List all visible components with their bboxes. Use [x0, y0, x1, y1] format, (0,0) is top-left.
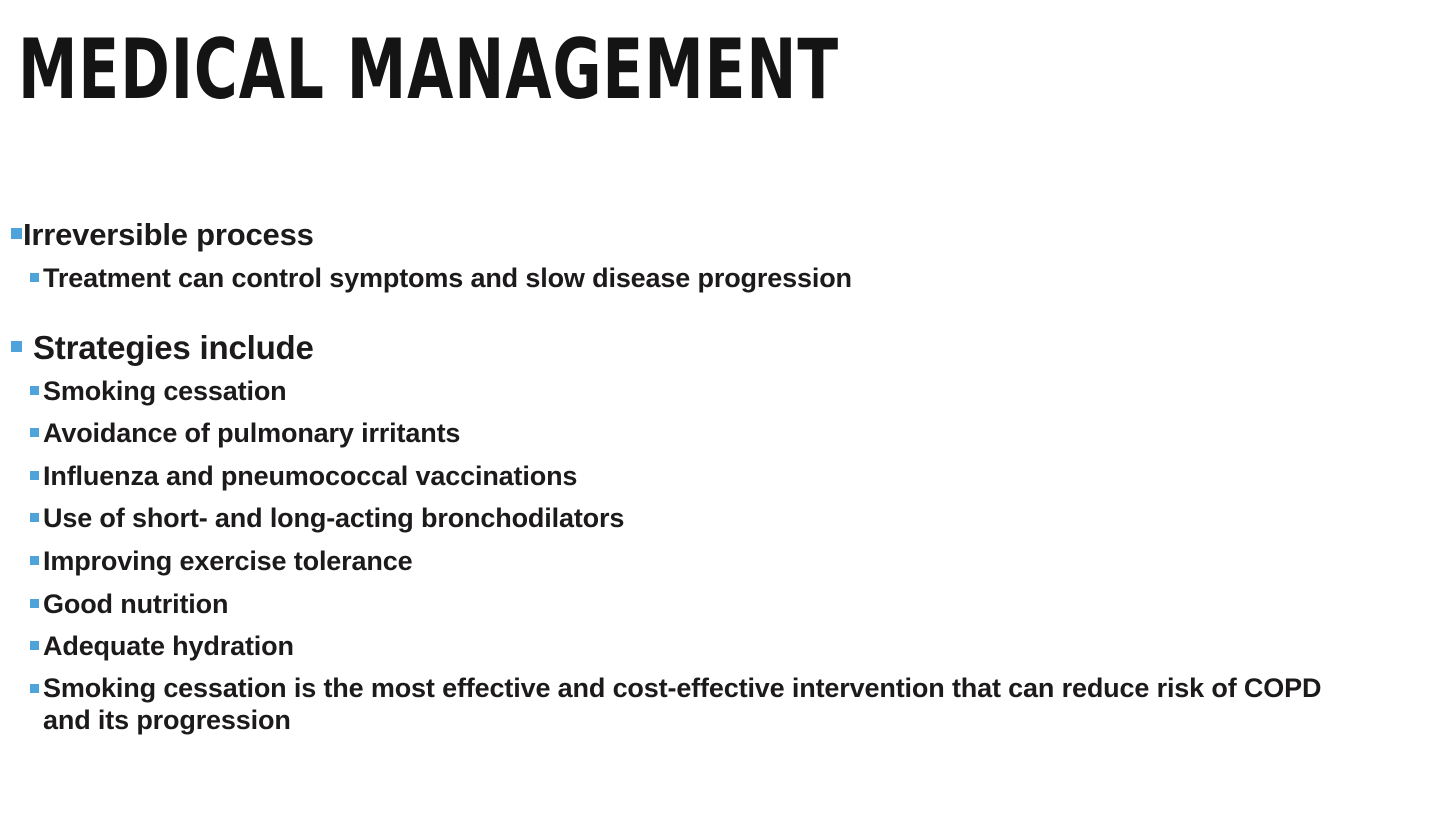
square-bullet-icon	[11, 228, 22, 239]
bullet-level2-smoking-cessation-most-effective	[0, 668, 1440, 736]
bullet-level1-label: Strategies include	[33, 328, 314, 366]
bullet-level2-label: Smoking cessation	[43, 375, 287, 406]
bullet-level2-label: Smoking cessation is the most effective and cost-effective intervention that can reduce risk of COPD and its progression	[43, 672, 1322, 735]
bullet-level2-vaccinations	[0, 455, 1440, 498]
bullet-level2-adequate-hydration	[0, 625, 1440, 668]
square-bullet-icon	[30, 599, 39, 608]
square-bullet-icon	[30, 386, 39, 395]
square-bullet-icon	[30, 556, 39, 565]
square-bullet-icon	[30, 513, 39, 522]
square-bullet-icon	[30, 641, 39, 650]
bullet-level2-label: Adequate hydration	[43, 631, 294, 662]
bullet-level2-label: Good nutrition	[43, 588, 229, 619]
bullet-level2-treatment-control	[0, 257, 1440, 300]
section-spacer	[0, 300, 1440, 326]
bullet-level2-label: Avoidance of pulmonary irritants	[43, 418, 461, 449]
bullet-level2-smoking-cessation	[0, 370, 1440, 413]
square-bullet-icon	[30, 471, 39, 480]
bullet-level2-label: Influenza and pneumococcal vaccinations	[43, 460, 578, 491]
bullet-level2-label: Treatment can control symptoms and slow disease progression	[43, 263, 852, 293]
page-title: MEDICAL MANAGEMENT	[18, 21, 840, 118]
bullet-level2-label: Use of short- and long-acting bronchodilators	[43, 503, 625, 534]
bullet-level1-strategies-include	[0, 326, 1440, 370]
square-bullet-icon	[30, 428, 39, 437]
bullet-level2-exercise-tolerance	[0, 540, 1440, 583]
square-bullet-icon	[30, 273, 39, 282]
bullet-level2-avoidance-irritants	[0, 412, 1440, 455]
bullet-level2-label: Improving exercise tolerance	[43, 545, 413, 576]
square-bullet-icon	[11, 341, 22, 352]
bullet-level1-irreversible-process	[0, 215, 1440, 255]
square-bullet-icon	[30, 684, 39, 693]
bullet-level1-label: Irreversible process	[23, 217, 314, 252]
slide-body	[0, 215, 1440, 736]
bullet-level2-bronchodilators	[0, 497, 1440, 540]
bullet-level2-good-nutrition	[0, 583, 1440, 626]
